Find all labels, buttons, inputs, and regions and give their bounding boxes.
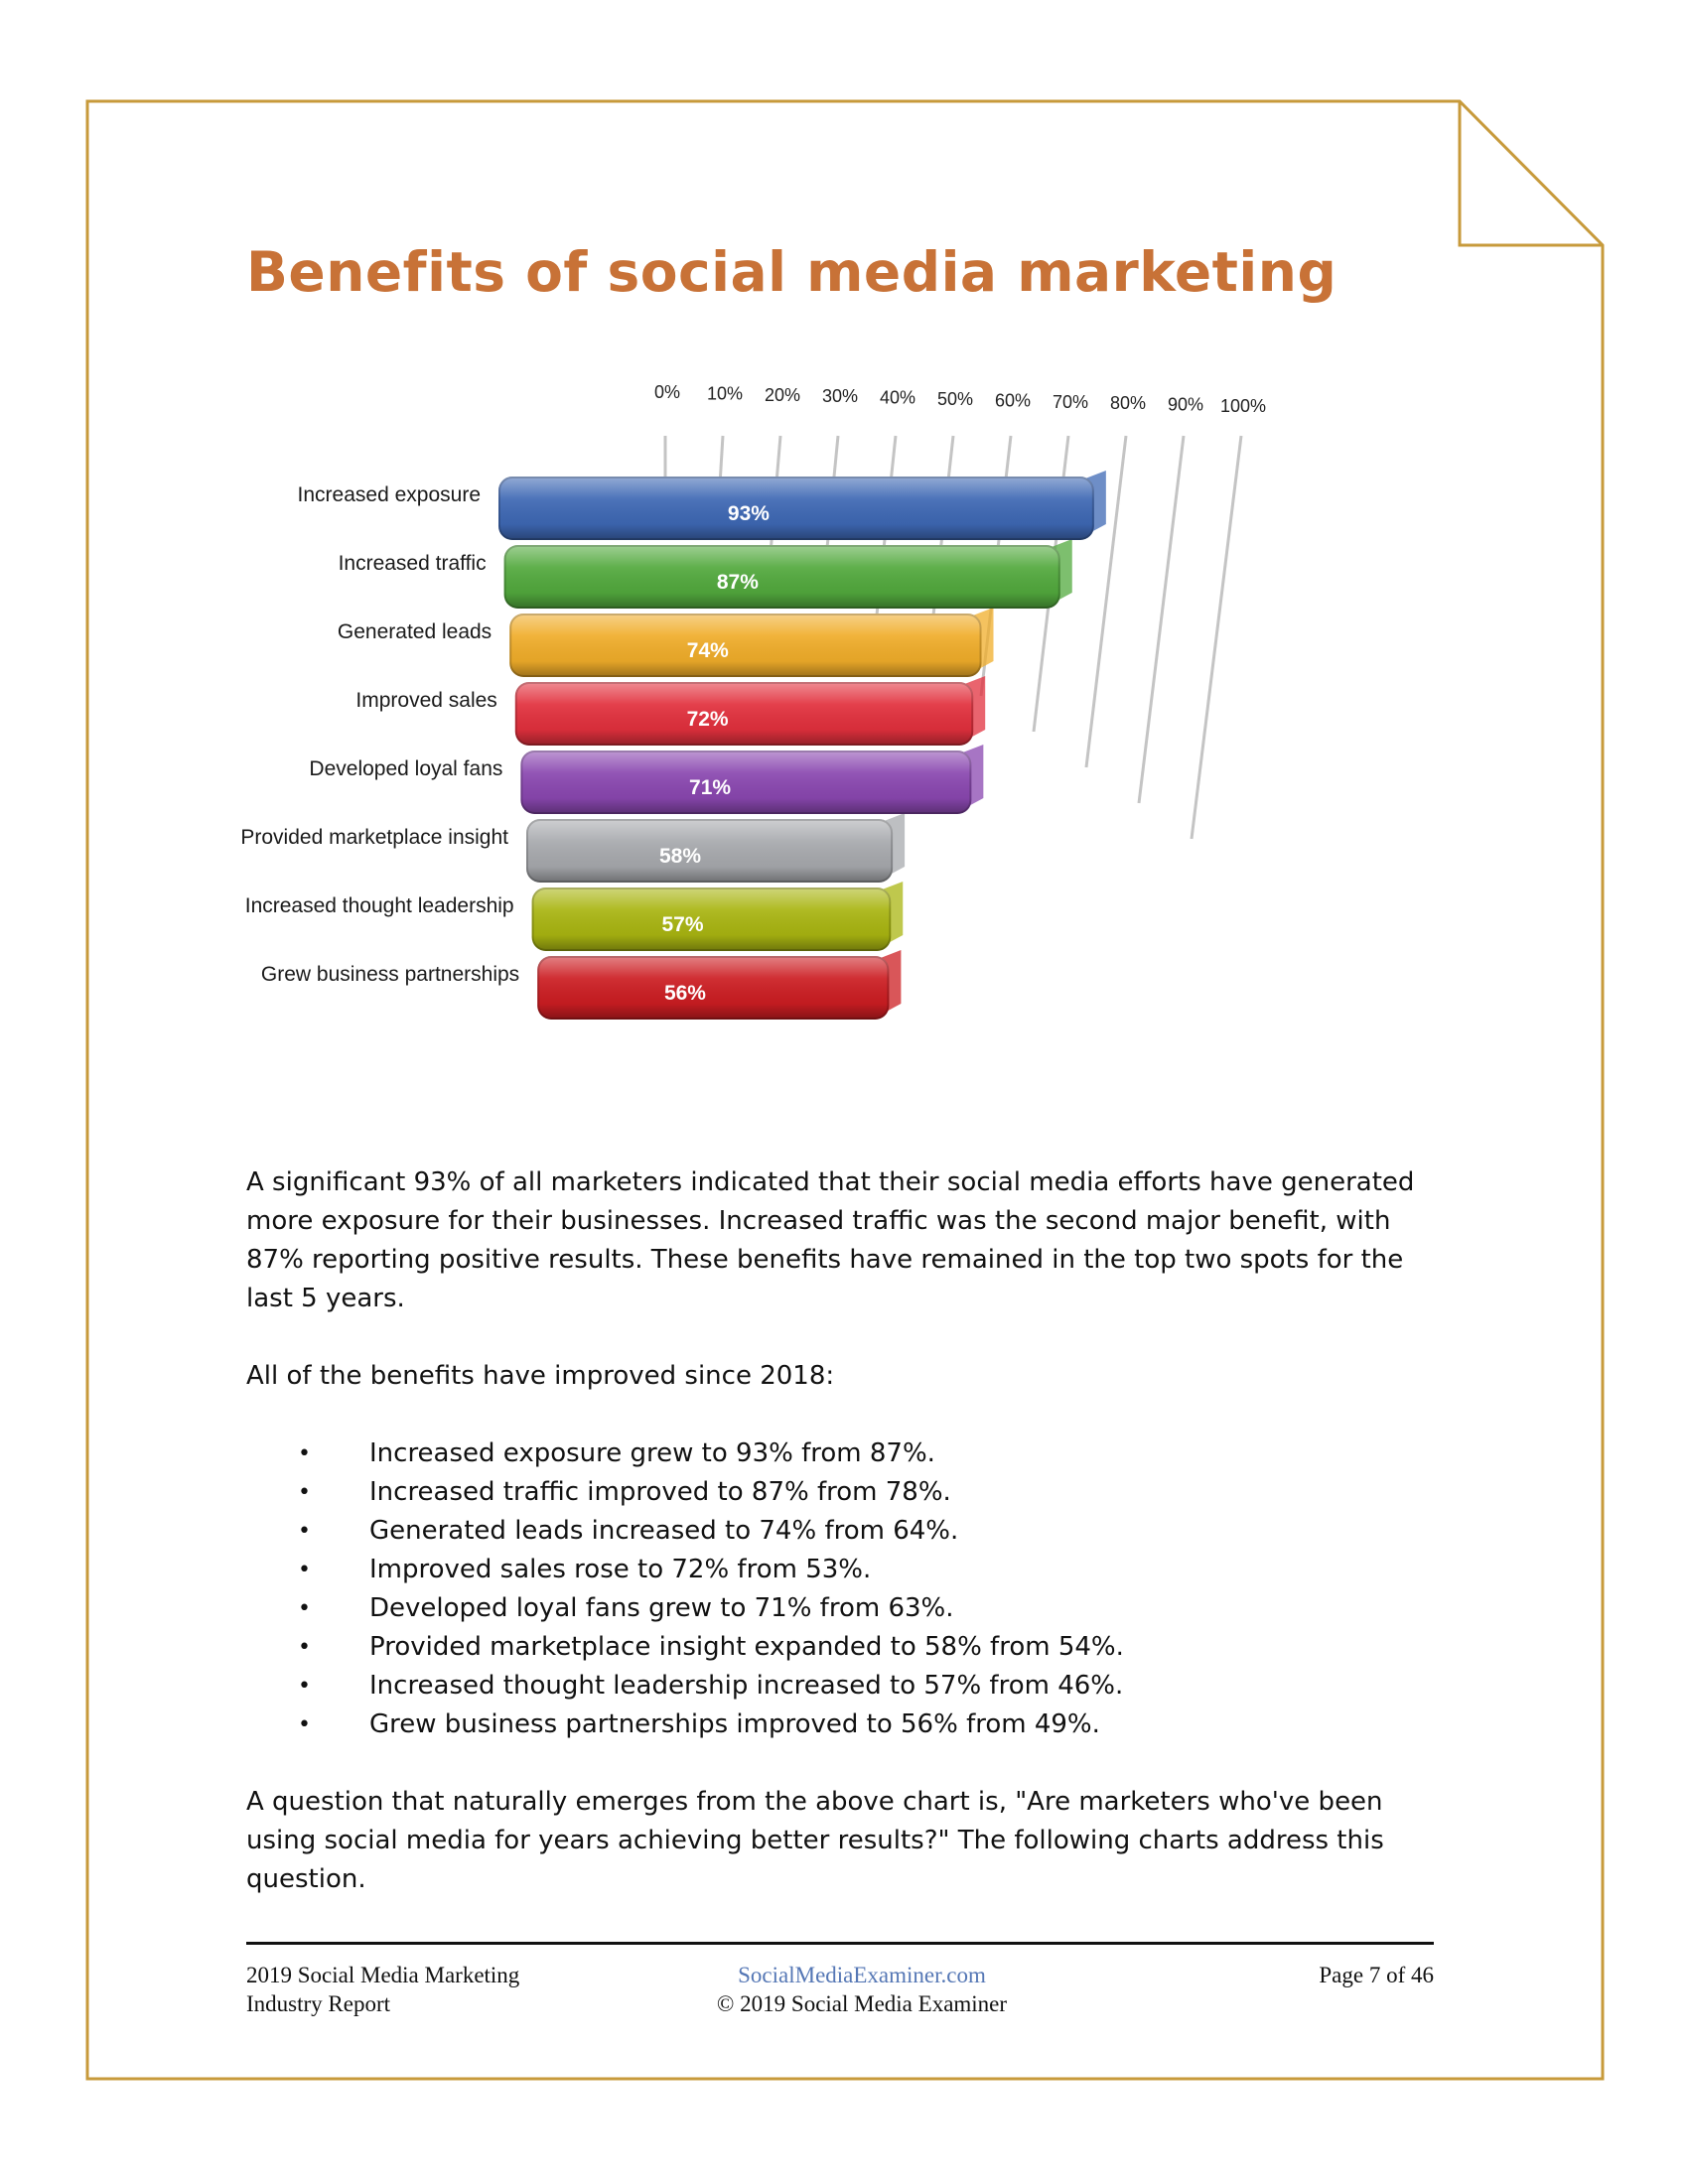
list-item	[246, 1512, 1438, 1551]
category-label: Increased thought leadership	[244, 894, 514, 917]
list-item-text: Increased traffic improved to 87% from 78%.	[369, 1477, 951, 1507]
footer-report-line2: Industry Report	[246, 1991, 391, 2016]
data-label: 71%	[689, 776, 732, 799]
bar-gloss	[509, 614, 981, 677]
category-label: Generated leads	[337, 620, 492, 643]
page-footer	[246, 1961, 1434, 2030]
tick-label: 0%	[653, 382, 681, 402]
data-label: 57%	[661, 913, 704, 936]
bar-gloss	[526, 819, 893, 883]
bar-gloss	[532, 887, 892, 951]
list-item-text: Developed loyal fans grew to 71% from 63%.	[369, 1593, 954, 1623]
gridline	[1139, 436, 1184, 803]
bar-provided-marketplace-insight	[526, 813, 905, 883]
footer-copyright: © 2019 Social Media Examiner	[716, 1991, 1008, 2016]
bullet-icon: •	[298, 1519, 311, 1544]
footer-site-link[interactable]: SocialMediaExaminer.com	[738, 1963, 986, 1987]
paragraph-improved: All of the benefits have improved since 2018:	[246, 1361, 835, 1391]
data-label: 74%	[686, 639, 729, 662]
list-item	[246, 1628, 1438, 1667]
data-label: 58%	[659, 845, 702, 868]
category-label: Improved sales	[355, 689, 497, 712]
bar-increased-traffic	[504, 539, 1072, 609]
tick-label: 50%	[936, 389, 974, 409]
bar-generated-leads	[509, 608, 993, 677]
benefits-bar-chart	[238, 372, 1450, 1147]
tick-label: 90%	[1167, 394, 1204, 415]
bullet-icon: •	[298, 1596, 311, 1621]
bar-gloss	[537, 956, 889, 1020]
data-label: 72%	[686, 708, 729, 731]
paragraph-intro: A significant 93% of all marketers indicated that their social media efforts have generated more exposure for their businesses. Increased traffic was the second major benefit, with 87% reporting positive results. These benefits have remained in the top two spots for the last 5 years.	[246, 1167, 1415, 1313]
footer-site	[683, 1961, 1041, 2018]
category-label: Grew business partnerships	[260, 963, 520, 986]
list-item	[246, 1706, 1438, 1744]
bullet-icon: •	[298, 1635, 311, 1660]
data-label: 87%	[716, 571, 759, 594]
category-label: Provided marketplace insight	[240, 826, 508, 849]
footer-divider	[246, 1942, 1434, 1945]
improvement-list	[246, 1434, 1438, 1744]
bullet-icon: •	[298, 1480, 311, 1505]
tick-label: 100%	[1219, 396, 1267, 416]
bar-developed-loyal-fans	[520, 745, 983, 814]
tick-label: 40%	[879, 387, 916, 408]
data-label: 56%	[663, 982, 706, 1005]
list-item	[246, 1434, 1438, 1473]
body-text	[246, 1163, 1438, 1899]
list-item-text: Grew business partnerships improved to 56% from 49%.	[369, 1709, 1100, 1739]
tick-label: 30%	[821, 386, 859, 407]
bullet-icon: •	[298, 1712, 311, 1737]
list-item-text: Provided marketplace insight expanded to 58% from 54%.	[369, 1632, 1124, 1662]
bar-gloss	[504, 545, 1060, 609]
paragraph-question: A question that naturally emerges from the above chart is, "Are marketers who've been using social media for years achieving better results?" The following charts address this question.	[246, 1787, 1384, 1894]
data-label: 93%	[727, 502, 770, 525]
list-item-text: Improved sales rose to 72% from 53%.	[369, 1555, 872, 1584]
tick-label: 10%	[706, 383, 744, 404]
bar-increased-exposure	[498, 471, 1106, 540]
bar-grew-business-partnerships	[537, 950, 901, 1020]
category-label: Increased traffic	[338, 552, 487, 575]
page-title: Benefits of social media marketing	[246, 240, 1337, 304]
footer-page-number: Page 7 of 46	[1319, 1963, 1434, 1987]
list-item-text: Increased thought leadership increased to 57% from 46%.	[369, 1671, 1124, 1701]
bar-gloss	[520, 751, 971, 814]
bullet-icon: •	[298, 1441, 311, 1466]
tick-label: 60%	[994, 390, 1032, 411]
list-item	[246, 1473, 1438, 1512]
list-item	[246, 1551, 1438, 1589]
tick-label: 70%	[1052, 391, 1089, 412]
bar-gloss	[515, 682, 973, 746]
bar-increased-thought-leadership	[532, 882, 904, 951]
footer-report-line1: 2019 Social Media Marketing	[246, 1963, 520, 1987]
category-label: Increased exposure	[297, 483, 481, 506]
bullet-icon: •	[298, 1558, 311, 1582]
list-item	[246, 1589, 1438, 1628]
category-label: Developed loyal fans	[309, 757, 503, 780]
footer-report-name	[246, 1961, 519, 2018]
bar-gloss	[498, 477, 1094, 540]
tick-label: 20%	[764, 384, 801, 405]
gridline	[1192, 436, 1241, 839]
bar-improved-sales	[515, 676, 985, 746]
list-item-text: Increased exposure grew to 93% from 87%.	[369, 1438, 935, 1468]
list-item-text: Generated leads increased to 74% from 64%.	[369, 1516, 959, 1546]
tick-label: 80%	[1109, 393, 1147, 414]
bullet-icon: •	[298, 1674, 311, 1699]
list-item	[246, 1667, 1438, 1706]
